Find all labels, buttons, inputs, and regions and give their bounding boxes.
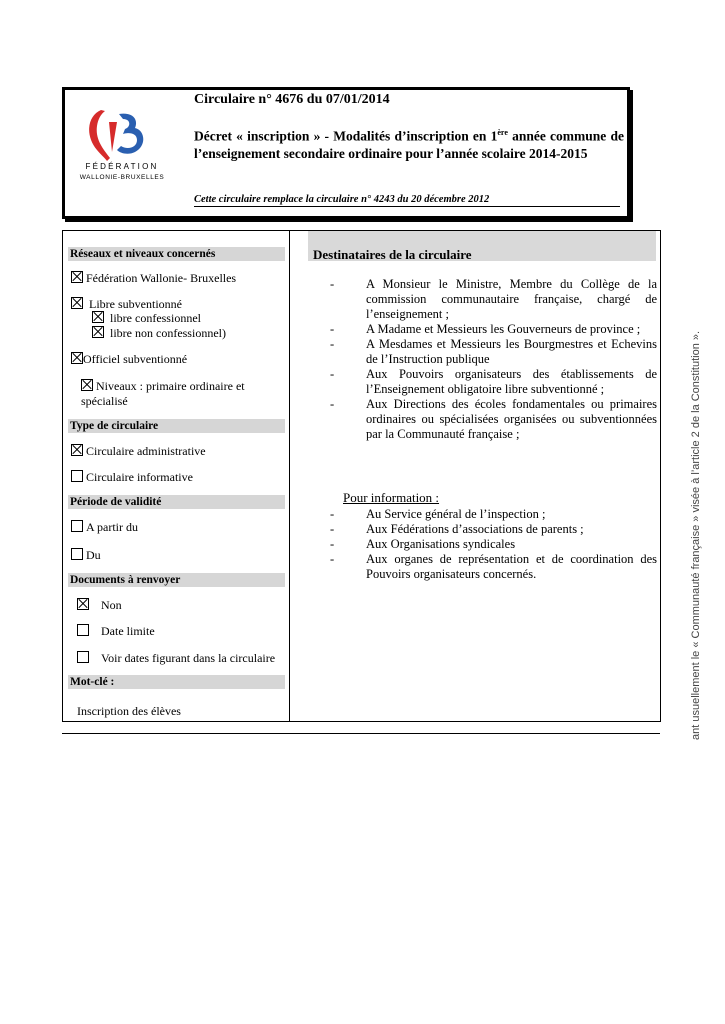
info-heading: Pour information :	[343, 490, 440, 505]
bottom-rule	[62, 733, 660, 734]
checkbox-row-from: A partir du	[71, 520, 138, 534]
checkbox-row-fwb: Fédération Wallonie- Bruxelles	[71, 271, 236, 285]
checkbox-row-see-dates: Voir dates figurant dans la circulaire	[77, 651, 275, 665]
checkbox-checked-icon[interactable]	[71, 352, 83, 364]
checkbox-checked-icon[interactable]	[92, 326, 104, 338]
recipients-list	[330, 277, 657, 442]
checkbox-checked-icon[interactable]	[92, 311, 104, 323]
checkbox-checked-icon[interactable]	[71, 297, 83, 309]
niveaux-continued: spécialisé	[81, 394, 128, 408]
keyword-heading: Mot-clé :	[68, 675, 285, 689]
checkbox-checked-icon[interactable]	[77, 598, 89, 610]
column-divider	[289, 231, 290, 721]
logo-federation-text: FÉDÉRATION	[85, 162, 159, 171]
info-item: - Aux organes de représentation et de coordination des Pouvoirs organisateurs concernés.	[330, 552, 657, 581]
recipient-item: - Aux Directions des écoles fondamentales ou primaires ordinaires ou spécialisées organisées ou subventionnées par la Communauté française ;	[330, 397, 657, 441]
checkbox-row-info: Circulaire informative	[71, 470, 193, 484]
logo-wallonie-text: WALLONIE-BRUXELLES	[79, 174, 165, 181]
checkbox-row-until: Du	[71, 548, 101, 562]
checkbox-empty-icon[interactable]	[77, 651, 89, 663]
recipient-item: - A Monsieur le Ministre, Membre du Collège de la commission communautaire française, chargé de l’enseignement ;	[330, 277, 657, 321]
recipient-item: - Aux Pouvoirs organisateurs des établissements de l’Enseignement obligatoire libre subventionné ;	[330, 367, 657, 396]
validity-heading: Période de validité	[68, 495, 285, 509]
checkbox-row-libre-conf: libre confessionnel	[92, 311, 201, 325]
circular-header	[62, 87, 630, 219]
checkbox-row-niveaux: Niveaux : primaire ordinaire et	[81, 379, 245, 393]
decree-title: Décret « inscription » - Modalités d’inscription en 1ère année commune de l’enseignement secondaire ordinaire pour l’année scolaire 2014-2015	[194, 128, 624, 161]
info-item: - Au Service général de l’inspection ;	[330, 507, 546, 521]
checkbox-row-officiel: Officiel subventionné	[71, 352, 187, 366]
circular-details-frame	[62, 230, 661, 722]
recipient-item: - A Mesdames et Messieurs les Bourgmestres et Echevins de l’Instruction publique	[330, 337, 657, 366]
checkbox-empty-icon[interactable]	[77, 624, 89, 636]
checkbox-row-libre-nonconf: libre non confessionnel)	[92, 326, 226, 340]
checkbox-row-libre: Libre subventionné	[71, 297, 182, 311]
checkbox-row-deadline: Date limite	[77, 624, 155, 638]
info-item: - Aux Fédérations d’associations de parents ;	[330, 522, 584, 536]
replaces-note: Cette circulaire remplace la circulaire n° 4243 du 20 décembre 2012	[194, 194, 620, 207]
checkbox-row-no: Non	[77, 598, 122, 612]
checkbox-row-admin: Circulaire administrative	[71, 444, 206, 458]
checkbox-empty-icon[interactable]	[71, 548, 83, 560]
recipients-heading-bar	[308, 231, 656, 261]
type-heading: Type de circulaire	[68, 419, 285, 433]
networks-heading: Réseaux et niveaux concernés	[68, 247, 285, 261]
side-note: ant usuellement le « Communauté française » visée à l’article 2 de la Constitution ».	[690, 330, 702, 740]
checkbox-checked-icon[interactable]	[71, 271, 83, 283]
keyword-value: Inscription des élèves	[77, 704, 181, 718]
info-item: - Aux Organisations syndicales	[330, 537, 516, 551]
federation-logo	[79, 96, 159, 186]
checkbox-checked-icon[interactable]	[81, 379, 93, 391]
recipients-heading: Destinataires de la circulaire	[313, 247, 472, 262]
checkbox-empty-icon[interactable]	[71, 520, 83, 532]
documents-heading: Documents à renvoyer	[68, 573, 285, 587]
recipient-item: - A Madame et Messieurs les Gouverneurs de province ;	[330, 322, 641, 336]
circular-number: Circulaire n° 4676 du 07/01/2014	[194, 92, 390, 107]
checkbox-empty-icon[interactable]	[71, 470, 83, 482]
info-list	[330, 507, 657, 582]
checkbox-checked-icon[interactable]	[71, 444, 83, 456]
